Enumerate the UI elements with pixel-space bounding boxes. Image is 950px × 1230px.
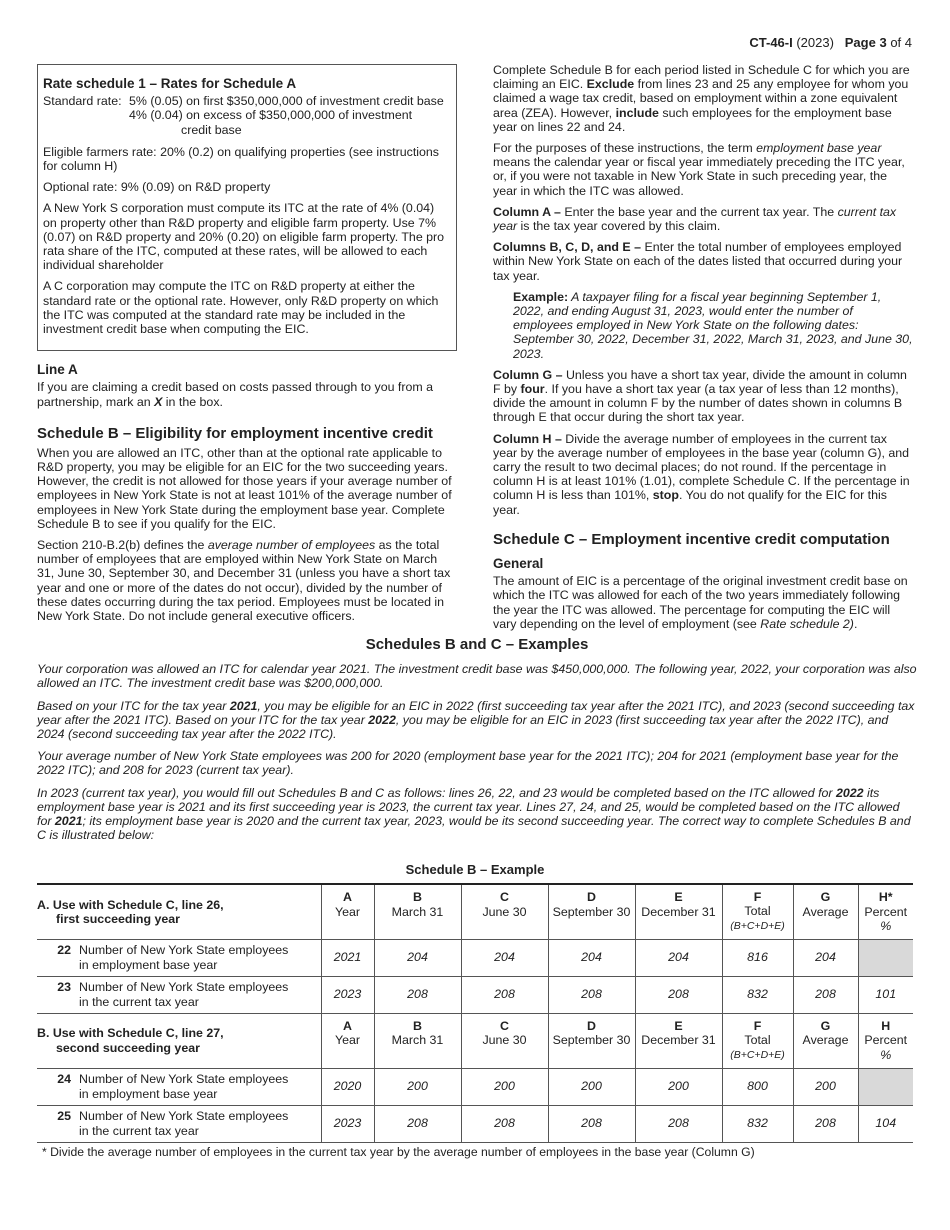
row-23-a: 2023	[321, 976, 374, 1013]
general-title: General	[493, 555, 544, 571]
row-24-b: 200	[374, 1068, 461, 1105]
section-b-header	[37, 1013, 913, 1068]
row-22-b: 204	[374, 939, 461, 976]
examples-p3: Your average number of New York State employees was 200 for 2020 (employment base year for the 2021 ITC); 204 for 2021 (employment base year for the 2022 ITC); and 208 for 2023 (current tax year).	[37, 749, 899, 778]
col-h-header-b: H Percent %	[858, 1013, 913, 1068]
table-row	[37, 976, 913, 1013]
right-p2: For the purposes of these instructions, the term employment base year means the calendar year or fiscal year immediately preceding the ITC year, or, if you were not taxable in New York State in such preceding year, the year in which the ITC was allowed.	[493, 141, 905, 198]
row-23-f: 832	[722, 976, 793, 1013]
rate-schedule-title: Rate schedule 1 – Rates for Schedule A	[43, 76, 297, 91]
table-row	[37, 939, 913, 976]
row-25-b: 208	[374, 1105, 461, 1142]
left-column	[37, 64, 457, 630]
row-25-d: 208	[548, 1105, 635, 1142]
schedule-c-title: Schedule C – Employment incentive credit computation	[493, 530, 890, 548]
col-d-header: D September 30	[548, 884, 635, 939]
col-a-header-b: A Year	[321, 1013, 374, 1068]
page-total: of 4	[890, 35, 912, 50]
row-25-g: 208	[793, 1105, 858, 1142]
row-25-label: 25 Number of New York State employees in the current tax year	[37, 1105, 321, 1142]
row-25-e: 208	[635, 1105, 722, 1142]
row-23-g: 208	[793, 976, 858, 1013]
row-22-g: 204	[793, 939, 858, 976]
form-year: (2023)	[796, 35, 834, 50]
standard-rate-line2: 4% (0.04) on excess of $350,000,000 of investment	[129, 108, 413, 123]
row-24-c: 200	[461, 1068, 548, 1105]
standard-rate-line1: 5% (0.05) on first $350,000,000 of investment credit base	[129, 94, 444, 109]
row-24-d: 200	[548, 1068, 635, 1105]
example-text: Example: A taxpayer filing for a fiscal year beginning September 1, 2022, and ending August 31, 2023, would enter the number of employees employed in New York State on the following dates: September 30, 2022, December 31, 2022, March 31, 2023, and June 30, 2023.	[513, 289, 913, 361]
row-23-d: 208	[548, 976, 635, 1013]
row-22-label: 22 Number of New York State employees in employment base year	[37, 939, 321, 976]
row-23-label: 23 Number of New York State employees in the current tax year	[37, 976, 321, 1013]
row-24-a: 2020	[321, 1068, 374, 1105]
general-text: The amount of EIC is a percentage of the original investment credit base on which the ITC was allowed for each of the two years immediately following the year the ITC was allowed. The percentage for computing the EIC will vary depending on the level of employment (see Rate schedule 2).	[493, 574, 908, 631]
page-number: Page 3	[844, 35, 887, 50]
row-23-b: 208	[374, 976, 461, 1013]
row-22-d: 204	[548, 939, 635, 976]
row-24-f: 800	[722, 1068, 793, 1105]
schedule-b-title: Schedule B – Eligibility for employment incentive credit	[37, 424, 433, 442]
columns-bcde-text: Columns B, C, D, and E – Enter the total number of employees employed within New York State on each of the dates listed that occurred during your tax year.	[493, 240, 903, 283]
row-22-e: 204	[635, 939, 722, 976]
examples-section	[37, 638, 917, 850]
row-25-a: 2023	[321, 1105, 374, 1142]
row-22-h	[858, 939, 913, 976]
examples-p1: Your corporation was allowed an ITC for calendar year 2021. The investment credit base was $450,000,000. The following year, 2022, your corporation was also allowed an ITC. The investment credit base was $200,000,000.	[37, 662, 917, 691]
row-23-e: 208	[635, 976, 722, 1013]
row-25-h: 104	[858, 1105, 913, 1142]
row-23-h: 101	[858, 976, 913, 1013]
column-a-text: Column A – Enter the base year and the current tax year. The current tax year is the tax year covered by this claim.	[493, 204, 897, 234]
schedule-b-example-title: Schedule B – Example	[405, 862, 545, 877]
col-c-header: C June 30	[461, 884, 548, 939]
schedule-b-example-table	[37, 883, 913, 1143]
table-footnote: * Divide the average number of employees in the current tax year by the average number of employees in the base year (Column G)	[42, 1145, 755, 1159]
col-c-header-b: C June 30	[461, 1013, 548, 1068]
page-header	[749, 36, 912, 50]
examples-title: Schedules B and C – Examples	[365, 636, 589, 653]
c-corp-text: A C corporation may compute the ITC on R&D property at either the standard rate or the optional rate. However, only R&D property on which the ITC was computed at the standard rate may be included in the investment credit base when computing the EIC.	[43, 279, 439, 337]
row-24-g: 200	[793, 1068, 858, 1105]
right-column	[493, 63, 913, 638]
examples-p2: Based on your ITC for the tax year 2021, you may be eligible for an EIC in 2022 (first succeeding tax year after the 2021 ITC), and 2023 (second succeeding tax year after the 2021 ITC). Based on your ITC for the tax year 2022, you may be eligible for an EIC in 2023 (first succeeding tax year after the 2022 ITC), and 2024 (second succeeding tax year after the 2022 ITC).	[37, 698, 915, 742]
farmers-rate: Eligible farmers rate: 20% (0.2) on qualifying properties (see instructions for column H)	[43, 144, 439, 174]
form-id: CT-46-I	[749, 35, 793, 50]
line-a-title: Line A	[37, 362, 78, 378]
col-b-header: B March 31	[374, 884, 461, 939]
x-mark: X	[154, 394, 163, 409]
col-g-header: G Average	[793, 884, 858, 939]
standard-rate-label: Standard rate:	[43, 94, 122, 109]
standard-rate	[43, 94, 450, 137]
row-24-h	[858, 1068, 913, 1105]
line-a-text: If you are claiming a credit based on costs passed through to you from a partnership, mark an X in the box.	[37, 380, 434, 409]
schedule-b-p1: When you are allowed an ITC, other than at the optional rate applicable to R&D property, you may be eligible for an EIC for the two succeeding years. However, the credit is not allowed for those years if your average number of employees in New York State is not at least 101% of the average number of employees in New York State during the employment base year. Complete Schedule B to see if you qualify for the EIC.	[37, 445, 452, 531]
standard-rate-line3: credit base	[181, 122, 242, 137]
s-corp-text: A New York S corporation must compute its ITC at the rate of 4% (0.04) on property other than R&D property and eligible farm property. Use 7% (0.07) on R&D property and 20% (0.20) on eligible farm property. The pro rata share of the ITC, computed at these rates, will be allowed to each individual shareholder	[43, 201, 445, 273]
right-p1: Complete Schedule B for each period listed in Schedule C for which you are claiming an EIC. Exclude from lines 23 and 25 any employee for whom you claimed a wage tax credit, based on employment within a zone equivalent area (ZEA). However, include such employees for the employment base year on lines 22 and 24.	[493, 63, 910, 134]
col-g-header-b: G Average	[793, 1013, 858, 1068]
examples-p4: In 2023 (current tax year), you would fill out Schedules B and C as follows: lines 26, 22, and 23 would be completed based on the ITC allowed for 2022 its employment base year is 2021 and its first succeeding year is 2023, the current tax year. Lines 27, 24, and 25, would be completed based on the ITC allowed for 2021; its employment base year is 2020 and the current tax year, 2023, would be its second succeeding year. The correct way to complete Schedules B and C is illustrated below:	[37, 785, 911, 843]
section-a-header	[37, 884, 913, 939]
column-h-text: Column H – Divide the average number of employees in the current tax year by the average number of employees in the base year (column G), and carry the result to two decimal places; do not round. If the percentage in column H is at least 101% (1.01), complete Schedule C. If the percentage in column H is less than 101%, stop. You do not qualify for the EIC for this year.	[493, 431, 910, 517]
row-22-f: 816	[722, 939, 793, 976]
schedule-b-p2: Section 210-B.2(b) defines the average number of employees as the total number of employees that are employed within New York State on March 31, June 30, September 30, and December 31 (unless you have a short tax year and one or more of the dates do not occur), divided by the number of these dates occurring during the tax period. Employees must be located in New York State. Do not include general executive officers.	[37, 538, 451, 624]
row-23-c: 208	[461, 976, 548, 1013]
optional-rate: Optional rate: 9% (0.09) on R&D property	[43, 180, 271, 195]
column-g-text: Column G – Unless you have a short tax year, divide the amount in column F by four. If you have a short tax year (a tax year of less than 12 months), divide the amount in column F by the number of dates shown in columns B through E that occur during the short tax year.	[493, 367, 907, 425]
rate-schedule-box	[37, 64, 457, 351]
row-24-label: 24 Number of New York State employees in employment base year	[37, 1068, 321, 1105]
row-22-a: 2021	[321, 939, 374, 976]
col-e-header-b: E December 31	[635, 1013, 722, 1068]
table-row	[37, 1068, 913, 1105]
row-25-f: 832	[722, 1105, 793, 1142]
col-d-header-b: D September 30	[548, 1013, 635, 1068]
section-b-label: B. Use with Schedule C, line 27, second succeeding year	[37, 1013, 321, 1068]
section-a-label: A. Use with Schedule C, line 26, first succeeding year	[37, 884, 321, 939]
col-f-header-b: F Total (B+C+D+E)	[722, 1013, 793, 1068]
col-b-header-b: B March 31	[374, 1013, 461, 1068]
col-a-header: A Year	[321, 884, 374, 939]
col-f-header: F Total (B+C+D+E)	[722, 884, 793, 939]
row-25-c: 208	[461, 1105, 548, 1142]
col-e-header: E December 31	[635, 884, 722, 939]
row-22-c: 204	[461, 939, 548, 976]
table-row	[37, 1105, 913, 1142]
row-24-e: 200	[635, 1068, 722, 1105]
col-h-header: H* Percent %	[858, 884, 913, 939]
